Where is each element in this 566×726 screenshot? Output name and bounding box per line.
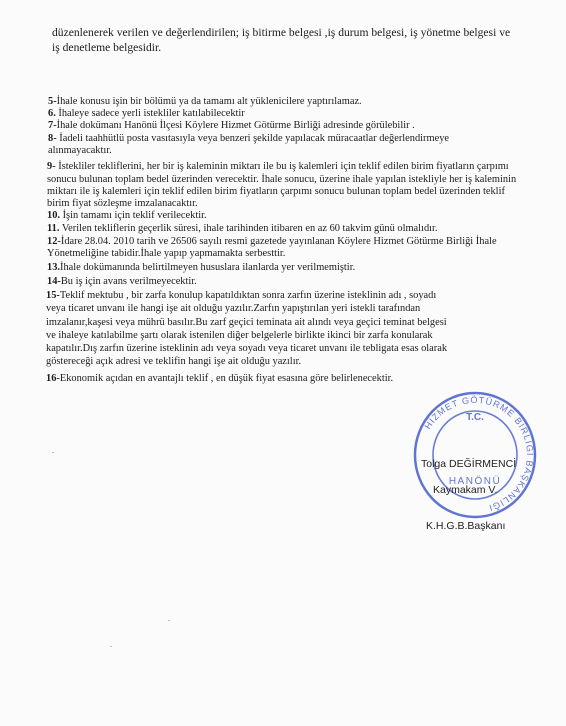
- clause-9-cont-1: [47, 174, 516, 186]
- clause-5-number: 5-: [48, 96, 57, 107]
- clause-12-text-cont: Yönetmeliğine tabidir.İhale yapıp yapmamakta serbesttir.: [47, 248, 286, 259]
- clause-15-text-cont-4: kapatılır.Dış zarfın üzerine isteklinin adı veya soyadı veya ticaret unvanı ile tebligata esas olarak: [46, 343, 448, 354]
- clause-7: [48, 120, 415, 132]
- clause-16-number: 16-: [46, 373, 60, 384]
- signatory-title-1: Kaymakam V.: [433, 484, 498, 496]
- intro-line-2: iş denetleme belgesidir.: [52, 41, 162, 54]
- clause-9-cont-2: [47, 186, 505, 198]
- clause-8: [48, 133, 449, 145]
- clause-15: [46, 290, 436, 302]
- clause-15-text-cont-2: imzalanır,kaşesi veya mührü basılır.Bu zarf geçici teminata ait alındı veya geçici teminat belgesi: [46, 317, 447, 328]
- official-seal: [405, 380, 545, 530]
- clause-13: [47, 262, 355, 274]
- clause-9: [47, 161, 509, 173]
- clause-7-text: İhale dokümanı Hanönü İlçesi Köylere Hizmet Götürme Birliği adresinde görülebilir .: [56, 120, 415, 131]
- clause-14-number: 14-: [47, 276, 61, 287]
- clause-15-text-cont-5: göstereceği açık adresi ve teklifin hangi işe ait olduğu yazılır.: [46, 356, 302, 367]
- intro-line-1: düzenlenerek verilen ve değerlendirilen; iş bitirme belgesi ,iş durum belgesi, iş yönetme belgesi ve: [52, 26, 511, 39]
- clause-11: [47, 223, 438, 235]
- clause-8-cont: [48, 145, 112, 157]
- clause-5: [48, 96, 362, 108]
- clause-9-text-cont-1: sonucu bulunan toplam bedel üzerinden verecektir. İhale sonucu, üzerine ihale yapılan istekliyle her iş kaleminin: [47, 174, 517, 185]
- clause-14: [47, 276, 197, 288]
- clause-8-number: 8-: [48, 133, 57, 144]
- clause-15-text: Teklif mektubu , bir zarfa konulup kapatıldıktan sonra zarfın üzerine isteklinin adı , soyadı: [59, 290, 437, 301]
- scan-speck: [52, 452, 54, 453]
- clause-12-text: İdare 28.04. 2010 tarih ve 26506 sayılı resmi gazetede yayınlanan Köylere Hizmet Götürme Birliği İhale: [60, 236, 497, 247]
- clause-11-text: Verilen tekliflerin geçerlik süresi, ihale tarihinden itibaren en az 60 takvim günü olmalıdır.: [59, 223, 438, 234]
- clause-15-cont-1: [46, 303, 420, 315]
- clause-9-text: İstekliler tekliflerini, her bir iş kaleminin miktarı ile bu iş kalemleri için teklif edilen birim fiyatların çarpımı: [55, 161, 509, 172]
- clause-12-number: 12-: [47, 236, 61, 247]
- seal-center-text: HANÖNÜ: [448, 476, 502, 487]
- clause-6: [48, 108, 245, 120]
- clause-15-cont-5: [46, 356, 301, 368]
- clause-9-cont-3: [47, 198, 198, 210]
- clause-9-number: 9-: [47, 161, 56, 172]
- scan-speck: [168, 620, 170, 621]
- clause-8-text-cont: alınmayacaktır.: [48, 145, 112, 156]
- clause-6-text: İhaleye sadece yerli istekliler katılabilecektir: [55, 108, 245, 119]
- clause-13-number: 13.: [47, 262, 60, 273]
- signatory-name: Tolga DEĞİRMENCİ: [421, 458, 517, 470]
- clause-12-cont: [47, 248, 285, 260]
- clause-7-number: 7-: [48, 120, 57, 131]
- clause-15-cont-2: [46, 317, 447, 329]
- clause-15-cont-3: [46, 330, 433, 342]
- clause-9-text-cont-3: birim fiyat sözleşme imzalanacaktır.: [47, 198, 198, 209]
- clause-16: [46, 373, 393, 385]
- clause-12: [47, 236, 497, 248]
- clause-15-number: 15-: [46, 290, 60, 301]
- clause-16-text: Ekonomik açıdan en avantajlı teklif , en düşük fiyat esasına göre belirlenecektir.: [59, 373, 394, 384]
- signatory-title-2: K.H.G.B.Başkanı: [426, 520, 506, 532]
- clause-10: [47, 210, 207, 222]
- clause-5-text: İhale konusu işin bir bölümü ya da tamamı alt yüklenicilere yaptırılamaz.: [56, 96, 362, 107]
- clause-11-number: 11.: [47, 223, 60, 234]
- clause-14-text: Bu iş için avans verilmeyecektir.: [60, 276, 197, 287]
- clause-15-cont-4: [46, 343, 447, 355]
- clause-9-text-cont-2: miktarı ile iş kalemleri için teklif edilen birim fiyatların çarpımı sonucu bulunan toplam bedel üzerinden teklif: [47, 186, 505, 197]
- clause-13-text: İhale dokümanında belirtilmeyen hususlara ilanlarda yer verilmemiştir.: [60, 262, 356, 273]
- clause-15-text-cont-3: ve ihaleye katılabilme şartı olarak istenilen diğer belgelerle birlikte ikinci bir zarfa konularak: [46, 330, 433, 341]
- clause-10-number: 10.: [47, 210, 60, 221]
- scan-speck: [110, 646, 112, 647]
- clause-10-text: İşin tamamı için teklif verilecektir.: [60, 210, 207, 221]
- clause-8-text: İadeli taahhütlü posta vasıtasıyla veya benzeri şekilde yapılacak müracaatlar değerlendirmeye: [56, 133, 450, 144]
- clause-6-number: 6.: [48, 108, 56, 119]
- seal-ring-text: HİZMET GÖTÜRME BİRLİĞİ BAŞKANLIĞI: [422, 394, 536, 514]
- clause-15-text-cont-1: veya ticaret unvanı ile hangi işe ait olduğu yazılır.Zarfın yapıştırılan yeri istekli tarafından: [46, 303, 421, 314]
- seal-top-text: T.C.: [466, 412, 484, 423]
